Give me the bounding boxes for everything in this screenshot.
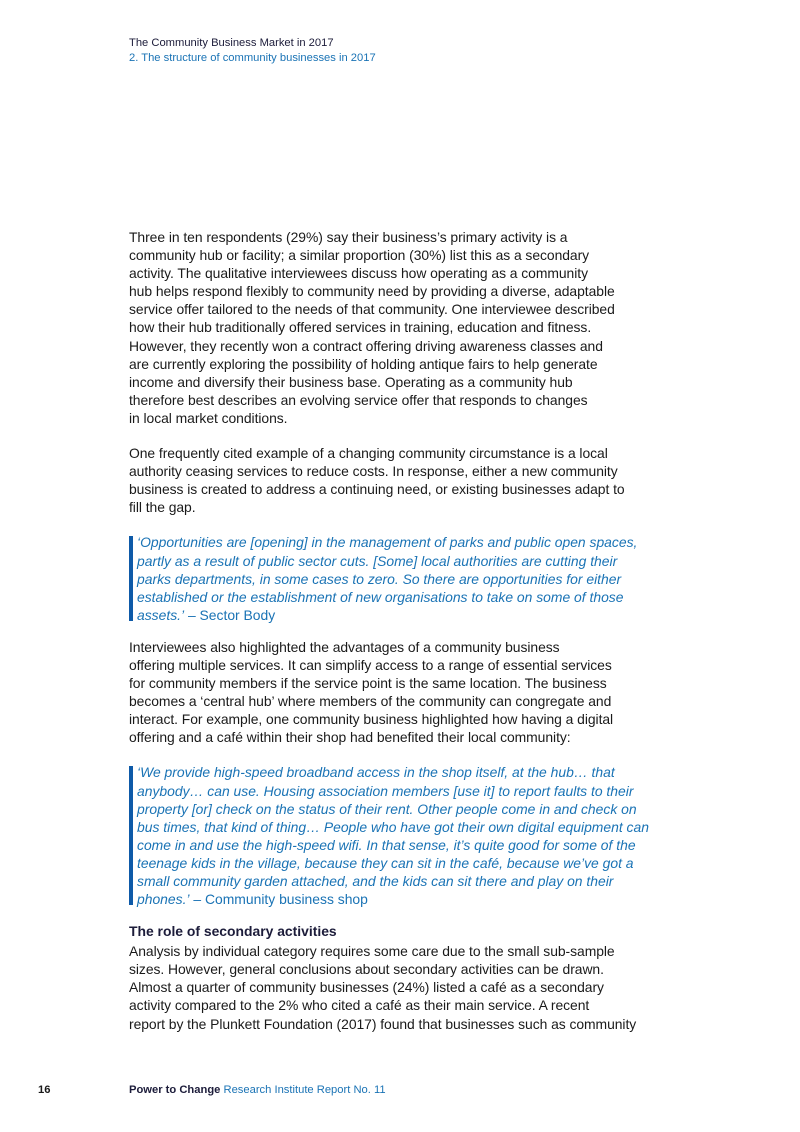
report-title: Research Institute Report No. 11 bbox=[220, 1084, 386, 1096]
quote-line: ‘Opportunities are [opening] in the management of parks and public open spaces, bbox=[137, 534, 638, 551]
text-line: Three in ten respondents (29%) say their business’s primary activity is a bbox=[129, 229, 568, 245]
paragraph-community-hub bbox=[129, 228, 664, 427]
text-line: activity compared to the 2% who cited a café as their main service. A recent bbox=[129, 997, 590, 1014]
text-line: interact. For example, one community business highlighted how having a digital bbox=[129, 711, 614, 728]
text-line: community hub or facility; a similar proportion (30%) list this as a secondary bbox=[129, 247, 590, 264]
quote-line: ‘We provide high-speed broadband access in the shop itself, at the hub… that bbox=[137, 764, 615, 781]
section-title: 2. The structure of community businesses in 2017 bbox=[129, 51, 376, 64]
section-subheading: The role of secondary activities bbox=[129, 923, 337, 940]
report-name bbox=[129, 1083, 386, 1097]
text-line: offering and a café within their shop had benefited their local community: bbox=[129, 729, 571, 746]
text-line: hub helps respond flexibly to community need by providing a diverse, adaptable bbox=[129, 283, 615, 300]
text-line: in local market conditions. bbox=[129, 409, 288, 426]
quote-line: assets.’ bbox=[137, 606, 185, 623]
text-line: offering multiple services. It can simplify access to a range of essential services bbox=[129, 656, 612, 673]
quote-line: partly as a result of public sector cuts. [Some] local authorities are cutting their bbox=[137, 552, 618, 569]
quote-last-line bbox=[137, 890, 664, 908]
quote-last-line bbox=[137, 606, 664, 624]
quote-line: parks departments, in some cases to zero. So there are opportunities for either bbox=[137, 570, 622, 587]
quote-line: come in and use the high-speed wifi. In that sense, it’s quite good for some of the bbox=[137, 836, 636, 853]
quote-line: small community garden attached, and the kids can sit there and play on their bbox=[137, 873, 614, 889]
blockquote-sector-body bbox=[129, 533, 664, 623]
text-line: activity. The qualitative interviewees discuss how operating as a community bbox=[129, 265, 588, 282]
quote-line: anybody… can use. Housing association members [use it] to report faults to their bbox=[137, 782, 634, 799]
paragraph-local-authority bbox=[129, 444, 664, 516]
text-line: Almost a quarter of community businesses (24%) listed a café as a secondary bbox=[129, 979, 604, 996]
text-line: for community members if the service point is the same location. The business bbox=[129, 675, 607, 692]
text-line: sizes. However, general conclusions about secondary activities can be drawn. bbox=[129, 961, 604, 978]
text-line: Analysis by individual category requires some care due to the small sub-sample bbox=[129, 943, 615, 960]
quote-attribution: – Sector Body bbox=[184, 606, 276, 623]
text-line: are currently exploring the possibility of holding antique fairs to help generate bbox=[129, 355, 598, 372]
text-line: how their hub traditionally offered services in training, education and fitness. bbox=[129, 319, 592, 336]
quote-line: property [or] check on the status of their rent. Other people come in and check on bbox=[137, 800, 637, 817]
quote-bar bbox=[129, 536, 133, 620]
quote-line: teenage kids in the village, because they can sit in the café, because we’ve got a bbox=[137, 854, 634, 871]
text-line: income and diversify their business base. Operating as a community hub bbox=[129, 373, 573, 390]
text-line: service offer tailored to the needs of that community. One interviewee described bbox=[129, 301, 615, 318]
document-title: The Community Business Market in 2017 bbox=[129, 37, 334, 49]
quote-attribution: – Community business shop bbox=[189, 891, 368, 908]
text-line: However, they recently won a contract offering driving awareness classes and bbox=[129, 337, 603, 354]
text-line: Interviewees also highlighted the advantages of a community business bbox=[129, 638, 560, 655]
text-line: business is created to address a continuing need, or existing businesses adapt to bbox=[129, 481, 625, 498]
quote-bar bbox=[129, 766, 133, 905]
blockquote-community-shop bbox=[129, 763, 664, 908]
text-line: therefore best describes an evolving service offer that responds to changes bbox=[129, 391, 588, 408]
text-line: report by the Plunkett Foundation (2017) found that businesses such as community bbox=[129, 1015, 637, 1032]
text-line: becomes a ‘central hub’ where members of the community can congregate and bbox=[129, 693, 612, 710]
paragraph-multiple-services bbox=[129, 638, 664, 747]
text-line: fill the gap. bbox=[129, 499, 196, 516]
paragraph-secondary-activities bbox=[129, 942, 664, 1032]
text-line: One frequently cited example of a changing community circumstance is a local bbox=[129, 445, 608, 462]
brand-name: Power to Change bbox=[129, 1084, 221, 1096]
running-header bbox=[129, 36, 376, 65]
quote-line: established or the establishment of new organisations to take on some of those bbox=[137, 588, 624, 605]
text-line: authority ceasing services to reduce costs. In response, either a new community bbox=[129, 463, 618, 480]
page-number: 16 bbox=[38, 1084, 51, 1096]
quote-line: bus times, that kind of thing… People who have got their own digital equipment can bbox=[137, 818, 649, 835]
quote-line: phones.’ bbox=[137, 891, 190, 908]
page-body bbox=[129, 228, 664, 1050]
